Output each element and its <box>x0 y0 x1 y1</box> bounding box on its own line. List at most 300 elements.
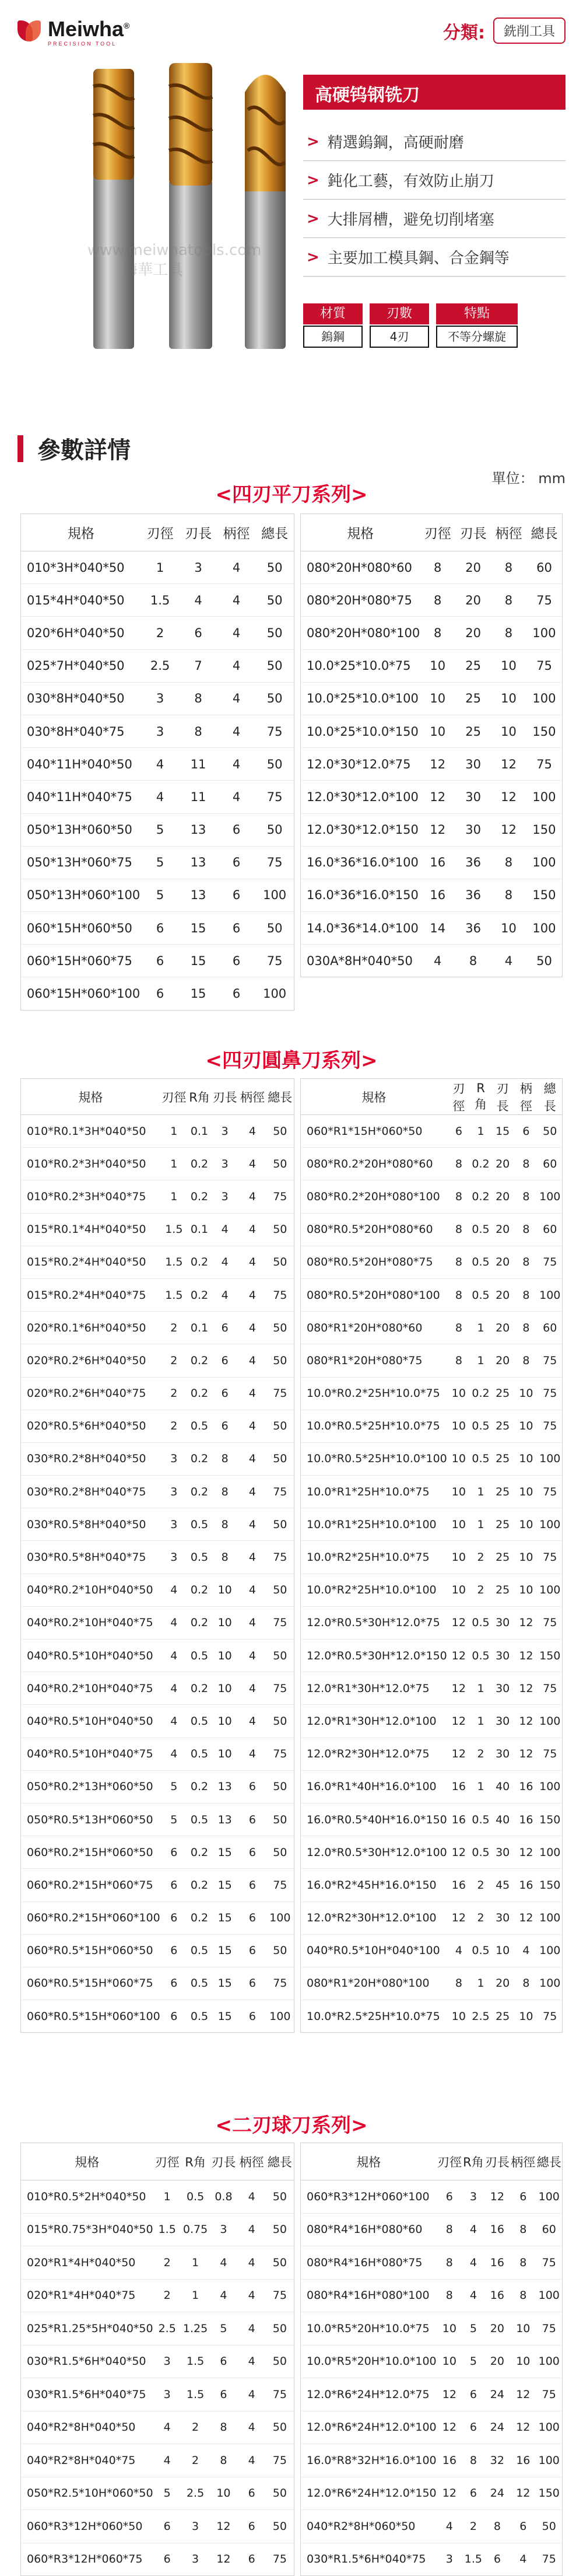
value-cell: 45 <box>491 1869 514 1902</box>
value-cell: 1 <box>181 2279 210 2312</box>
value-cell: 1 <box>160 1180 188 1213</box>
value-cell: 6 <box>217 912 255 945</box>
table-row <box>301 682 563 715</box>
spec-code-cell: 020*R1*4H*040*75 <box>21 2279 153 2312</box>
spec-code-cell: 040*R0.5*10H*040*75 <box>21 1738 160 1770</box>
value-cell: 20 <box>455 617 491 649</box>
value-cell: 100 <box>526 617 563 649</box>
table-row <box>301 912 563 945</box>
spec-code-cell: 015*R0.75*3H*040*50 <box>21 2213 153 2246</box>
value-cell: 0.5 <box>470 1803 491 1836</box>
value-cell: 75 <box>266 1180 294 1213</box>
spec-code-cell: 12.0*30*12.0*100 <box>301 781 420 813</box>
value-cell: 0.5 <box>188 1640 211 1672</box>
value-cell: 75 <box>526 748 563 781</box>
value-cell: 10 <box>514 1574 538 1606</box>
value-cell: 1 <box>181 2246 210 2280</box>
value-cell: 100 <box>526 781 563 813</box>
spec-code-cell: 010*R0.5*2H*040*50 <box>21 2180 153 2214</box>
spec-code-cell: 16.0*R1*40H*16.0*100 <box>301 1770 447 1803</box>
spec-code-cell: 060*15H*060*50 <box>21 912 141 945</box>
column-header: 刃長 <box>484 2143 510 2180</box>
table-row <box>301 2246 563 2280</box>
spec-code-cell: 16.0*R8*32H*16.0*100 <box>301 2444 437 2477</box>
spec-code-cell: 10.0*25*10.0*75 <box>301 649 420 682</box>
column-header: R角 <box>188 1079 211 1115</box>
column-header: 總長 <box>266 1079 294 1115</box>
value-cell: 0.5 <box>190 2009 209 2023</box>
value-cell: 15 <box>190 987 206 1001</box>
table-row <box>301 551 563 584</box>
value-cell: 4 <box>217 551 255 584</box>
spec-code-cell: 010*R0.1*3H*040*50 <box>21 1115 160 1148</box>
value-cell: 150 <box>536 2477 563 2510</box>
value-cell: 6 <box>238 1869 266 1902</box>
value-cell: 0.2 <box>188 1377 211 1410</box>
value-cell: 15 <box>179 945 217 977</box>
table-row <box>301 2543 563 2576</box>
value-cell: 6 <box>238 1770 266 1803</box>
value-cell: 100 <box>538 1278 563 1311</box>
value-cell: 24 <box>484 2378 510 2411</box>
table-header-row <box>301 514 563 551</box>
value-cell: 12 <box>514 1672 538 1705</box>
value-cell: 12 <box>447 1902 470 1934</box>
value-cell: 16 <box>420 879 455 911</box>
value-cell: 6 <box>238 1902 266 1934</box>
value-cell: 5 <box>462 2312 484 2346</box>
value-cell: 10 <box>491 912 526 945</box>
value-cell: 8 <box>514 1344 538 1377</box>
value-cell: 15 <box>211 1902 238 1934</box>
value-cell: 12 <box>447 1672 470 1705</box>
value-cell: 16 <box>437 2444 462 2477</box>
spec-code-cell: 10.0*R1*25H*10.0*100 <box>301 1508 447 1541</box>
value-cell: 100 <box>255 879 294 911</box>
value-cell: 75 <box>255 781 294 813</box>
category-label: 分類: <box>442 22 485 43</box>
value-cell: 6 <box>211 1410 238 1442</box>
value-cell: 0.1 <box>188 1115 211 1148</box>
table-row <box>301 2411 563 2444</box>
value-cell: 0.2 <box>188 1606 211 1639</box>
value-cell: 2 <box>181 2411 210 2444</box>
value-cell: 25 <box>491 1541 514 1574</box>
table-row <box>301 1803 563 1836</box>
value-cell: 10 <box>447 1476 470 1508</box>
value-cell: 4 <box>238 1476 266 1508</box>
value-cell: 8 <box>491 617 526 649</box>
value-cell: 50 <box>255 682 294 715</box>
value-cell: 20 <box>491 1180 514 1213</box>
spec-code-cell: 10.0*R2*25H*10.0*100 <box>301 1574 447 1606</box>
value-cell: 1 <box>160 1148 188 1180</box>
spec-code-cell: 060*R0.2*15H*060*100 <box>21 1902 160 1934</box>
value-cell: 2 <box>470 1869 491 1902</box>
value-cell: 4 <box>238 1574 266 1606</box>
value-cell: 20 <box>491 1967 514 2000</box>
spec-code-cell: 10.0*R5*20H*10.0*100 <box>301 2345 437 2378</box>
value-cell: 10 <box>514 1541 538 1574</box>
value-cell: 6 <box>462 2411 484 2444</box>
value-cell: 10 <box>447 1574 470 1606</box>
value-cell: 2.5 <box>472 2009 490 2023</box>
spec-code-cell: 12.0*R0.5*30H*12.0*100 <box>301 1836 447 1869</box>
value-cell: 4 <box>437 2510 462 2543</box>
value-cell: 6 <box>160 1869 188 1902</box>
value-cell: 60 <box>538 1312 563 1344</box>
column-header: 總長 <box>536 2143 563 2180</box>
value-cell: 2 <box>470 1902 491 1934</box>
value-cell: 30 <box>491 1672 514 1705</box>
value-cell: 1 <box>470 1344 491 1377</box>
spec-code-cell: 060*R0.5*15H*060*50 <box>21 1934 160 1967</box>
value-cell: 6 <box>211 1312 238 1344</box>
spec-code-cell: 030*R0.5*8H*040*50 <box>21 1508 160 1541</box>
value-cell: 10 <box>510 2345 536 2378</box>
value-cell: 4 <box>238 1148 266 1180</box>
spec-code-cell: 12.0*R0.5*30H*12.0*75 <box>301 1606 447 1639</box>
spec-code-cell: 080*R1*20H*080*60 <box>301 1312 447 1344</box>
table-row <box>21 584 294 617</box>
value-cell: 10 <box>437 2312 462 2346</box>
spec-code-cell: 080*R4*16H*080*75 <box>301 2246 437 2280</box>
spec-code-cell: 040*11H*040*50 <box>21 748 141 781</box>
table-row <box>21 748 294 781</box>
value-cell: 1.5 <box>160 1278 188 1311</box>
value-cell: 60 <box>536 2213 563 2246</box>
table-row <box>21 2378 294 2411</box>
value-cell: 1 <box>470 1705 491 1738</box>
value-cell: 12 <box>510 2378 536 2411</box>
value-cell: 6 <box>170 2009 178 2023</box>
value-cell: 4 <box>238 2411 266 2444</box>
value-cell: 10 <box>211 1672 238 1705</box>
value-cell: 4 <box>153 2444 181 2477</box>
value-cell: 16 <box>510 2444 536 2477</box>
value-cell: 150 <box>538 1803 563 1836</box>
table-row <box>301 1770 563 1803</box>
value-cell: 100 <box>538 1770 563 1803</box>
value-cell: 13 <box>211 1770 238 1803</box>
table-row <box>21 1606 294 1639</box>
value-cell: 16 <box>484 2213 510 2246</box>
param-title: 參數詳情 <box>37 437 131 464</box>
chevron-right-icon: > <box>307 171 319 189</box>
value-cell: 11 <box>179 781 217 813</box>
value-cell: 20 <box>484 2345 510 2378</box>
spec-feature <box>436 303 518 348</box>
table-row <box>301 1508 563 1541</box>
value-cell: 10 <box>451 2009 466 2023</box>
spec-value: 4刃 <box>370 326 429 348</box>
value-cell: 12 <box>514 1738 538 1770</box>
value-cell: 30 <box>491 1836 514 1869</box>
value-cell: 3 <box>153 2345 181 2378</box>
series2-table-right <box>300 1078 563 2033</box>
table-row <box>301 2213 563 2246</box>
value-cell: 4 <box>160 1672 188 1705</box>
spec-code-cell: 060*R0.5*15H*060*100 <box>27 2009 160 2023</box>
spec-code-cell: 12.0*R6*24H*12.0*75 <box>301 2378 437 2411</box>
value-cell: 13 <box>179 846 217 879</box>
table-row <box>301 846 563 879</box>
table-row <box>301 1869 563 1902</box>
table-row <box>301 2312 563 2346</box>
value-cell: 150 <box>526 879 563 911</box>
table-row <box>21 1508 294 1541</box>
value-cell: 25 <box>491 1476 514 1508</box>
table-header-row <box>301 1079 563 1115</box>
value-cell: 150 <box>526 715 563 747</box>
value-cell: 8 <box>447 1180 470 1213</box>
value-cell: 75 <box>538 1344 563 1377</box>
spec-code-cell: 010*R0.2*3H*040*75 <box>21 1180 160 1213</box>
value-cell: 4 <box>238 1377 266 1410</box>
value-cell: 8 <box>491 584 526 617</box>
value-cell: 4 <box>211 1213 238 1246</box>
value-cell: 2 <box>141 617 179 649</box>
spec-code-cell: 040*R0.5*10H*040*100 <box>301 1934 447 1967</box>
spec-code-cell: 12.0*30*12.0*150 <box>301 813 420 846</box>
spec-code-cell: 14.0*36*14.0*100 <box>301 912 420 945</box>
table-row <box>301 1213 563 1246</box>
value-cell: 4 <box>217 682 255 715</box>
table-row <box>301 781 563 813</box>
value-cell: 8 <box>209 2411 237 2444</box>
value-cell: 75 <box>266 1278 294 1311</box>
value-cell: 20 <box>491 1148 514 1180</box>
spec-code-cell: 10.0*25*10.0*150 <box>301 715 420 747</box>
table-row <box>21 2411 294 2444</box>
spec-code-cell: 040*R0.2*10H*040*75 <box>21 1672 160 1705</box>
value-cell: 4 <box>179 584 217 617</box>
value-cell: 12 <box>447 1836 470 1869</box>
spec-code-cell: 12.0*R6*24H*12.0*150 <box>301 2477 437 2510</box>
value-cell: 0.5 <box>188 1705 211 1738</box>
column-header: 柄徑 <box>510 2143 536 2180</box>
value-cell: 15 <box>211 1869 238 1902</box>
value-cell: 100 <box>538 1508 563 1541</box>
value-cell: 8 <box>514 1213 538 1246</box>
value-cell: 1.25 <box>181 2312 210 2346</box>
series2-title: <四刃圓鼻刀系列> <box>205 1049 378 1072</box>
value-cell: 100 <box>536 2411 563 2444</box>
value-cell: 4 <box>434 953 442 968</box>
column-header: 刃徑 <box>420 514 455 551</box>
feature-list <box>303 123 566 277</box>
value-cell: 100 <box>538 1442 563 1475</box>
value-cell: 16 <box>447 1803 470 1836</box>
value-cell: 6 <box>493 2553 501 2566</box>
value-cell: 3 <box>160 1541 188 1574</box>
chevron-right-icon: > <box>307 209 319 228</box>
value-cell: 6 <box>437 2180 462 2214</box>
value-cell: 12 <box>420 748 455 781</box>
spec-code-cell: 030*R1.5*6H*040*50 <box>21 2345 153 2378</box>
spec-code-cell: 025*R1.25*5H*040*50 <box>21 2312 153 2346</box>
spec-code-cell: 12.0*R0.5*30H*12.0*150 <box>301 1640 447 1672</box>
value-cell: 6 <box>209 2345 237 2378</box>
value-cell: 10 <box>447 1410 470 1442</box>
value-cell: 2 <box>470 1574 491 1606</box>
value-cell: 4 <box>160 1640 188 1672</box>
value-cell: 0.8 <box>209 2180 237 2214</box>
column-header: 柄徑 <box>217 514 255 551</box>
value-cell: 75 <box>266 1738 294 1770</box>
value-cell: 8 <box>437 2246 462 2280</box>
spec-code-cell: 040*R2*8H*040*50 <box>21 2411 153 2444</box>
value-cell: 1 <box>470 1115 491 1148</box>
table-row <box>301 1278 563 1311</box>
value-cell: 30 <box>455 748 491 781</box>
value-cell: 36 <box>455 912 491 945</box>
value-cell: 6 <box>211 1344 238 1377</box>
value-cell: 4 <box>238 1640 266 1672</box>
value-cell: 3 <box>141 715 179 747</box>
value-cell: 4 <box>238 1738 266 1770</box>
spec-code-cell: 015*R0.1*4H*040*50 <box>21 1213 160 1246</box>
table-row <box>301 1180 563 1213</box>
value-cell: 8 <box>447 1246 470 1278</box>
value-cell: 100 <box>526 912 563 945</box>
value-cell: 0.1 <box>188 1312 211 1344</box>
value-cell: 6 <box>156 987 164 1001</box>
column-header: 總長 <box>538 1079 563 1115</box>
value-cell: 4 <box>238 1213 266 1246</box>
spec-code-cell: 040*R0.2*10H*040*75 <box>21 1606 160 1639</box>
value-cell: 3 <box>179 551 217 584</box>
table-row <box>301 813 563 846</box>
value-cell: 1.5 <box>181 2345 210 2378</box>
value-cell: 6 <box>217 813 255 846</box>
table-row <box>21 1640 294 1672</box>
value-cell: 12 <box>491 781 526 813</box>
spec-code-cell: 020*R0.5*6H*040*50 <box>21 1410 160 1442</box>
value-cell: 75 <box>542 2553 556 2566</box>
value-cell: 1 <box>141 551 179 584</box>
table-header-row <box>301 2143 563 2180</box>
value-cell: 3 <box>211 1115 238 1148</box>
value-cell: 0.5 <box>188 1803 211 1836</box>
value-cell: 50 <box>266 1640 294 1672</box>
value-cell: 75 <box>538 1672 563 1705</box>
value-cell: 100 <box>538 1180 563 1213</box>
spec-code-cell: 060*15H*060*75 <box>21 945 141 977</box>
value-cell: 8 <box>179 715 217 747</box>
value-cell: 12 <box>216 2553 231 2566</box>
value-cell: 20 <box>491 1312 514 1344</box>
feature-item <box>303 200 566 238</box>
value-cell: 1.5 <box>141 584 179 617</box>
value-cell: 75 <box>255 945 294 977</box>
value-cell: 3 <box>462 2180 484 2214</box>
table-row <box>301 2000 563 2033</box>
value-cell: 16 <box>420 846 455 879</box>
spec-label: 特點 <box>436 303 518 324</box>
value-cell: 5 <box>462 2345 484 2378</box>
value-cell: 4 <box>141 748 179 781</box>
spec-code-cell: 030*R0.2*8H*040*75 <box>21 1476 160 1508</box>
value-cell: 10 <box>211 1640 238 1672</box>
spec-code-cell: 16.0*R0.5*40H*16.0*150 <box>301 1803 447 1836</box>
table-row <box>301 1672 563 1705</box>
column-header: 刃長 <box>211 1079 238 1115</box>
value-cell: 15 <box>491 1115 514 1148</box>
value-cell: 5 <box>153 2477 181 2510</box>
value-cell: 1 <box>470 1312 491 1344</box>
logo-mark-icon <box>17 18 43 44</box>
value-cell: 6 <box>217 879 255 911</box>
watermark-cn: 梅華工具 <box>122 261 184 279</box>
column-header: 刃長 <box>455 514 491 551</box>
value-cell: 0.5 <box>470 1442 491 1475</box>
value-cell: 150 <box>538 1640 563 1672</box>
spec-code-cell: 16.0*36*16.0*100 <box>301 846 420 879</box>
value-cell: 50 <box>536 953 552 968</box>
value-cell: 24 <box>484 2411 510 2444</box>
value-cell: 8 <box>179 682 217 715</box>
value-cell: 5 <box>141 846 179 879</box>
spec-code-cell: 12.0*30*12.0*75 <box>301 748 420 781</box>
column-header: 規格 <box>21 514 141 551</box>
table-row <box>21 1705 294 1738</box>
table-row <box>21 551 294 584</box>
value-cell: 25 <box>491 1377 514 1410</box>
feature-item <box>303 238 566 277</box>
value-cell: 0.5 <box>470 1836 491 1869</box>
spec-code-cell: 050*R0.2*13H*060*50 <box>21 1770 160 1803</box>
table-row <box>301 715 563 747</box>
value-cell: 2.5 <box>181 2477 210 2510</box>
value-cell: 4 <box>160 1738 188 1770</box>
value-cell: 100 <box>269 2009 291 2023</box>
value-cell: 12 <box>437 2477 462 2510</box>
ball-end-mill-1 <box>245 75 286 349</box>
value-cell: 4 <box>217 649 255 682</box>
value-cell: 4 <box>238 1278 266 1311</box>
value-cell: 6 <box>160 1967 188 2000</box>
spec-code-cell: 10.0*R0.5*25H*10.0*75 <box>301 1410 447 1442</box>
table-row <box>301 2477 563 2510</box>
category-badge[interactable]: 銑削工具 <box>493 18 566 44</box>
value-cell: 8 <box>447 1312 470 1344</box>
table-row <box>301 879 563 911</box>
value-cell: 0.1 <box>188 1213 211 1246</box>
spec-flutes <box>370 303 429 348</box>
column-header: 規格 <box>21 2143 153 2180</box>
spec-code-cell: 10.0*R0.2*25H*10.0*75 <box>301 1377 447 1410</box>
value-cell: 20 <box>484 2312 510 2346</box>
value-cell: 4 <box>238 1312 266 1344</box>
value-cell: 12 <box>484 2180 510 2214</box>
param-heading <box>17 432 131 465</box>
value-cell: 14 <box>420 912 455 945</box>
value-cell: 6 <box>248 2009 257 2023</box>
value-cell: 100 <box>536 2279 563 2312</box>
spec-code-cell: 10.0*R5*20H*10.0*75 <box>301 2312 437 2346</box>
value-cell: 24 <box>484 2477 510 2510</box>
value-cell: 8 <box>420 584 455 617</box>
table-row <box>21 1803 294 1836</box>
value-cell: 13 <box>179 879 217 911</box>
column-header: 刃長 <box>179 514 217 551</box>
value-cell: 8 <box>510 2279 536 2312</box>
spec-code-cell: 015*R0.2*4H*040*75 <box>21 1278 160 1311</box>
table-row <box>21 879 294 911</box>
value-cell: 100 <box>538 1902 563 1934</box>
table-row <box>301 617 563 649</box>
